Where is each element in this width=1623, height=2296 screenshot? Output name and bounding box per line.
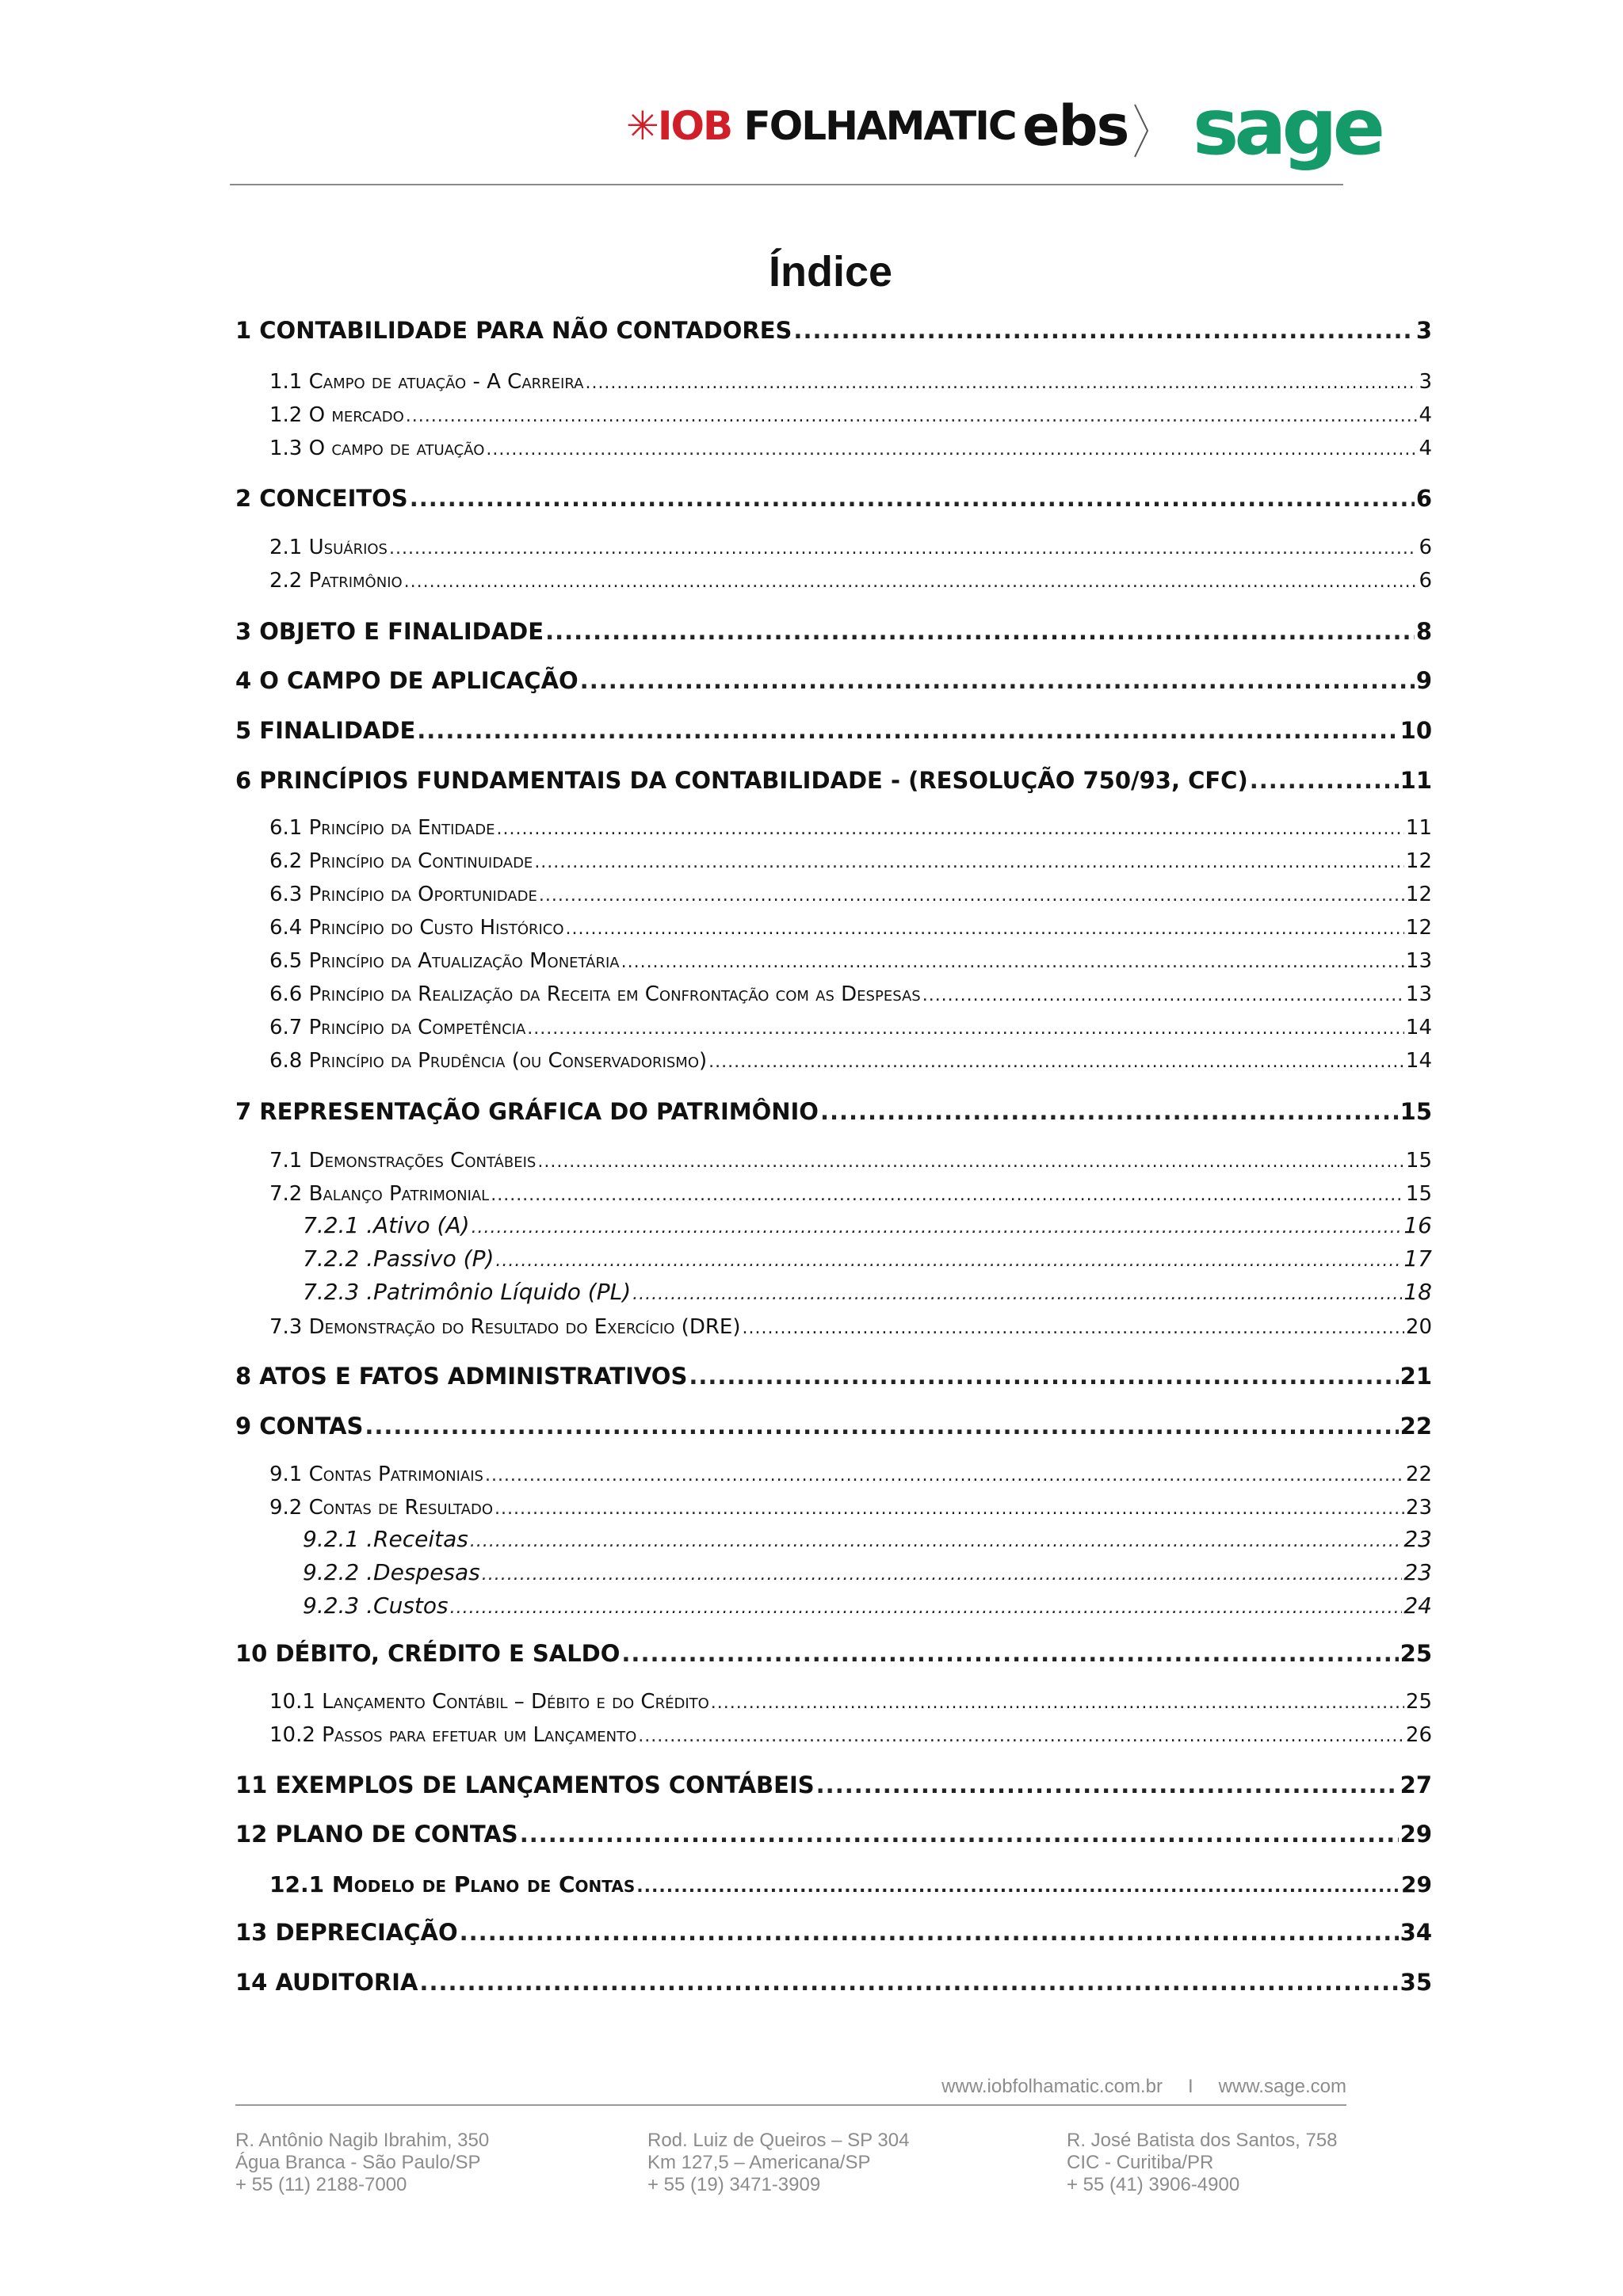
toc-leader-dots xyxy=(410,485,1415,512)
toc-leader-dots xyxy=(621,952,1404,972)
footer-link-iob[interactable]: www.iobfolhamatic.com.br xyxy=(941,2076,1163,2097)
toc-page-number: 13 xyxy=(1405,949,1432,973)
toc-entry[interactable] xyxy=(235,1363,1432,1394)
toc-entry-title: 2.1 Usuários xyxy=(269,536,388,559)
toc-leader-dots xyxy=(537,1152,1404,1172)
toc-entry[interactable] xyxy=(235,1098,1432,1130)
toc-page-number: 23 xyxy=(1405,1496,1432,1520)
toc-entry-title: 6.5 Princípio da Atualização Monetária xyxy=(269,949,620,973)
toc-entry-title: 4 O CAMPO DE APLICAÇÃO xyxy=(235,667,579,694)
toc-entry-title: 1 CONTABILIDADE PARA NÃO CONTADORES xyxy=(235,317,792,344)
toc-entry[interactable] xyxy=(235,317,1432,349)
toc-leader-dots xyxy=(636,1877,1400,1897)
toc-entry[interactable] xyxy=(303,1245,1432,1277)
address-americana: Rod. Luiz de Queiros – SP 304 Km 127,5 – Americana/SP + 55 (19) 3471-3909 xyxy=(647,2130,910,2195)
toc-page-number: 29 xyxy=(1400,1821,1432,1848)
toc-entry[interactable] xyxy=(269,1016,1432,1044)
toc-entry-title: 6.7 Princípio da Competência xyxy=(269,1016,526,1039)
toc-entry[interactable] xyxy=(269,982,1432,1011)
toc-leader-dots xyxy=(450,1598,1403,1618)
toc-page-number: 35 xyxy=(1400,1969,1432,1996)
footer-divider xyxy=(235,2104,1346,2106)
address-sao-paulo: R. Antônio Nagib Ibrahim, 350 Água Branca - São Paulo/SP + 55 (11) 2188-7000 xyxy=(235,2130,490,2195)
toc-page-number: 14 xyxy=(1405,1016,1432,1039)
toc-entry-title: 13 DEPRECIAÇÃO xyxy=(235,1919,458,1946)
toc-page-number: 11 xyxy=(1405,816,1432,840)
toc-entry-title: 1.2 O mercado xyxy=(269,403,404,427)
toc-leader-dots xyxy=(365,1413,1398,1440)
toc-page-number: 6 xyxy=(1419,569,1432,593)
toc-page-number: 20 xyxy=(1405,1315,1432,1339)
toc-entry[interactable] xyxy=(235,767,1432,799)
toc-entry-title: 9.2.3 .Custos xyxy=(303,1592,449,1619)
toc-page-number: 10 xyxy=(1400,717,1432,744)
footer-link-sage[interactable]: www.sage.com xyxy=(1218,2076,1346,2097)
toc-entry[interactable] xyxy=(235,1640,1432,1672)
toc-entry-title: 14 AUDITORIA xyxy=(235,1969,418,1996)
toc-leader-dots xyxy=(486,440,1417,460)
chevron-right-icon xyxy=(1133,103,1149,158)
toc-page-number: 21 xyxy=(1400,1363,1432,1390)
toc-leader-dots xyxy=(470,1531,1403,1551)
toc-leader-dots xyxy=(580,667,1415,694)
toc-leader-dots xyxy=(406,406,1418,426)
footer-separator: I xyxy=(1187,2076,1193,2097)
toc-leader-dots xyxy=(495,1251,1402,1271)
toc-leader-dots xyxy=(711,1693,1404,1713)
toc-leader-dots xyxy=(545,618,1415,645)
toc-page-number: 16 xyxy=(1403,1212,1432,1238)
toc-entry[interactable] xyxy=(269,370,1432,399)
toc-leader-dots xyxy=(638,1726,1404,1746)
toc-page-number: 25 xyxy=(1400,1640,1432,1667)
toc-entry-title: 6.8 Princípio da Prudência (ou Conservadorismo) xyxy=(269,1049,708,1073)
toc-page-number: 23 xyxy=(1403,1559,1432,1585)
toc-page-number: 15 xyxy=(1405,1149,1432,1173)
toc-entry[interactable] xyxy=(235,1772,1432,1803)
toc-entry-title: 7.2.1 .Ativo (A) xyxy=(303,1212,470,1238)
toc-entry[interactable] xyxy=(235,1919,1432,1951)
toc-leader-dots xyxy=(482,1565,1403,1585)
toc-leader-dots xyxy=(495,1499,1404,1519)
toc-page-number: 22 xyxy=(1400,1413,1432,1440)
toc-entry-title: 1.3 O campo de atuação xyxy=(269,437,485,460)
toc-page-number: 26 xyxy=(1405,1723,1432,1747)
toc-leader-dots xyxy=(742,1318,1403,1338)
toc-page-number: 27 xyxy=(1400,1772,1432,1798)
toc-entry-title: 7.2.2 .Passivo (P) xyxy=(303,1245,495,1272)
toc-leader-dots xyxy=(491,1185,1404,1205)
page-title: Índice xyxy=(768,248,893,296)
toc-page-number: 14 xyxy=(1405,1049,1432,1073)
toc-leader-dots xyxy=(534,852,1404,872)
toc-entry[interactable] xyxy=(235,667,1432,699)
toc-leader-dots xyxy=(485,1466,1404,1486)
toc-leader-dots xyxy=(460,1919,1399,1946)
toc-page-number: 34 xyxy=(1400,1919,1432,1946)
toc-entry-title: 9.1 Contas Patrimoniais xyxy=(269,1463,483,1486)
toc-page-number: 25 xyxy=(1405,1690,1432,1714)
toc-page-number: 6 xyxy=(1419,536,1432,559)
toc-page-number: 4 xyxy=(1419,403,1432,427)
sage-logo: sage xyxy=(1193,82,1381,173)
toc-entry-title: 6.6 Princípio da Realização da Receita em Confrontação com as Despesas xyxy=(269,982,921,1006)
toc-leader-dots xyxy=(566,919,1404,939)
toc-leader-dots xyxy=(1250,767,1399,794)
toc-entry[interactable] xyxy=(269,849,1432,878)
toc-page-number: 8 xyxy=(1415,618,1432,645)
toc-page-number: 13 xyxy=(1405,982,1432,1006)
toc-entry[interactable] xyxy=(269,437,1432,465)
toc-entry-title: 2.2 Patrimônio xyxy=(269,569,403,593)
toc-entry[interactable] xyxy=(303,1279,1432,1310)
toc-entry[interactable] xyxy=(269,949,1432,978)
toc-leader-dots xyxy=(689,1363,1398,1390)
toc-page-number: 22 xyxy=(1405,1463,1432,1486)
iob-star-icon: ✳ xyxy=(626,103,658,149)
toc-page-number: 15 xyxy=(1400,1098,1432,1125)
toc-leader-dots xyxy=(816,1772,1399,1798)
toc-entry-title: 7.1 Demonstrações Contábeis xyxy=(269,1149,537,1173)
toc-leader-dots xyxy=(417,717,1398,744)
toc-entry-title: 7 REPRESENTAÇÃO GRÁFICA DO PATRIMÔNIO xyxy=(235,1098,819,1125)
toc-page-number: 12 xyxy=(1405,916,1432,940)
toc-page-number: 17 xyxy=(1403,1245,1432,1272)
iob-folhamatic-logo: ✳IOB FOLHAMATIC xyxy=(626,103,1016,149)
toc-entry-title: 6.3 Princípio da Oportunidade xyxy=(269,883,537,906)
toc-entry[interactable] xyxy=(269,1871,1432,1900)
address-curitiba: R. José Batista dos Santos, 758 CIC - Curitiba/PR + 55 (41) 3906-4900 xyxy=(1067,2130,1338,2195)
toc-entry-title: 9.2.2 .Despesas xyxy=(303,1559,480,1585)
toc-leader-dots xyxy=(496,819,1403,839)
toc-entry[interactable] xyxy=(269,916,1432,944)
toc-entry[interactable] xyxy=(269,1723,1432,1752)
toc-leader-dots xyxy=(621,1640,1398,1667)
toc-entry-title: 5 FINALIDADE xyxy=(235,717,416,744)
toc-entry-title: 12.1 Modelo de Plano de Contas xyxy=(269,1871,636,1897)
toc-entry-title: 6 PRINCÍPIOS FUNDAMENTAIS DA CONTABILIDADE - (RESOLUÇÃO 750/93, CFC) xyxy=(235,767,1248,794)
toc-entry[interactable] xyxy=(269,883,1432,911)
toc-page-number: 12 xyxy=(1405,883,1432,906)
toc-entry[interactable] xyxy=(269,403,1432,432)
toc-entry[interactable] xyxy=(269,569,1432,597)
ebs-logo: ebs xyxy=(1022,93,1128,158)
toc-leader-dots xyxy=(922,986,1404,1005)
toc-page-number: 6 xyxy=(1415,485,1432,512)
toc-entry-title: 9.2 Contas de Resultado xyxy=(269,1496,494,1520)
toc-page-number: 29 xyxy=(1401,1871,1432,1897)
toc-entry-title: 9.2.1 .Receitas xyxy=(303,1526,468,1552)
toc-entry[interactable] xyxy=(303,1212,1432,1244)
toc-entry[interactable] xyxy=(303,1559,1432,1591)
toc-leader-dots xyxy=(389,539,1417,559)
toc-entry-title: 6.1 Princípio da Entidade xyxy=(269,816,495,840)
toc-page-number: 24 xyxy=(1403,1592,1432,1619)
toc-entry-title: 7.2 Balanço Patrimonial xyxy=(269,1182,490,1206)
toc-page-number: 3 xyxy=(1419,370,1432,394)
toc-leader-dots xyxy=(520,1821,1399,1848)
toc-leader-dots xyxy=(708,1052,1404,1072)
page-header xyxy=(230,82,1381,185)
toc-entry[interactable] xyxy=(303,1526,1432,1558)
toc-entry-title: 6.4 Princípio do Custo Histórico xyxy=(269,916,564,940)
toc-leader-dots xyxy=(527,1019,1404,1039)
toc-page-number: 4 xyxy=(1419,437,1432,460)
toc-entry[interactable] xyxy=(269,816,1432,845)
footer-links xyxy=(941,2076,1346,2098)
toc-leader-dots xyxy=(472,1218,1403,1238)
toc-page-number: 3 xyxy=(1415,317,1432,344)
toc-entry-title: 12 PLANO DE CONTAS xyxy=(235,1821,518,1848)
toc-entry[interactable] xyxy=(303,1592,1432,1624)
toc-entry[interactable] xyxy=(269,1049,1432,1077)
toc-entry[interactable] xyxy=(235,1969,1432,2000)
toc-entry[interactable] xyxy=(269,1463,1432,1491)
toc-entry[interactable] xyxy=(269,1182,1432,1211)
toc-entry-title: 6.2 Princípio da Continuidade xyxy=(269,849,533,873)
toc-entry-title: 11 EXEMPLOS DE LANÇAMENTOS CONTÁBEIS xyxy=(235,1772,815,1798)
toc-entry-title: 10.2 Passos para efetuar um Lançamento xyxy=(269,1723,637,1747)
toc-entry-title: 8 ATOS E FATOS ADMINISTRATIVOS xyxy=(235,1363,688,1390)
toc-leader-dots xyxy=(632,1284,1402,1304)
toc-page-number: 23 xyxy=(1403,1526,1432,1552)
toc-entry-title: 7.2.3 .Patrimônio Líquido (PL) xyxy=(303,1279,632,1305)
toc-page-number: 18 xyxy=(1403,1279,1432,1305)
toc-leader-dots xyxy=(404,572,1418,592)
toc-entry[interactable] xyxy=(269,1149,1432,1177)
toc-page-number: 11 xyxy=(1400,767,1432,794)
toc-entry-title: 9 CONTAS xyxy=(235,1413,364,1440)
toc-entry[interactable] xyxy=(235,1413,1432,1444)
toc-entry[interactable] xyxy=(269,1690,1432,1718)
toc-leader-dots xyxy=(585,373,1417,393)
toc-leader-dots xyxy=(820,1098,1399,1125)
toc-entry-title: 7.3 Demonstração do Resultado do Exercício (DRE) xyxy=(269,1315,741,1339)
toc-entry[interactable] xyxy=(269,536,1432,564)
toc-leader-dots xyxy=(539,886,1404,906)
toc-entry-title: 2 CONCEITOS xyxy=(235,485,408,512)
toc-entry-title: 10.1 Lançamento Contábil – Débito e do Crédito xyxy=(269,1690,709,1714)
toc-entry[interactable] xyxy=(235,1821,1432,1852)
toc-entry[interactable] xyxy=(269,1496,1432,1524)
toc-page-number: 15 xyxy=(1405,1182,1432,1206)
toc-entry-title: 3 OBJETO E FINALIDADE xyxy=(235,618,544,645)
toc-page-number: 9 xyxy=(1415,667,1432,694)
toc-entry[interactable] xyxy=(235,717,1432,749)
toc-entry-title: 10 DÉBITO, CRÉDITO E SALDO xyxy=(235,1640,621,1667)
toc-page-number: 12 xyxy=(1405,849,1432,873)
toc-entry[interactable] xyxy=(269,1315,1432,1344)
toc-leader-dots xyxy=(793,317,1414,344)
toc-entry[interactable] xyxy=(235,485,1432,517)
toc-leader-dots xyxy=(419,1969,1398,1996)
toc-entry[interactable] xyxy=(235,618,1432,650)
toc-entry-title: 1.1 Campo de atuação - A Carreira xyxy=(269,370,584,394)
